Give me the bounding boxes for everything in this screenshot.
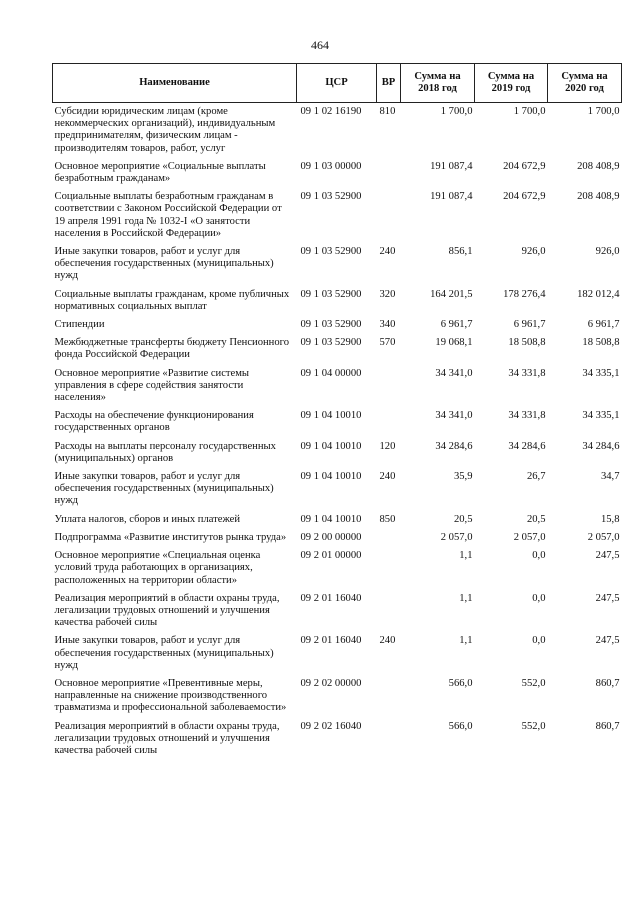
row-sum-2018: 35,9: [453, 471, 473, 483]
row-name: Иные закупки товаров, работ и услуг для обеспечения государственных (муниципальных) нужд: [54, 471, 274, 507]
row-sum-2018: 6 961,7: [440, 319, 473, 331]
row-sum-2020: 247,5: [595, 635, 620, 647]
row-vr: 340: [379, 319, 396, 331]
table-row: [53, 243, 622, 286]
row-csr: 09 2 02 00000: [300, 677, 362, 689]
row-csr: 09 1 04 10010: [300, 513, 362, 525]
row-sum-2019: 204 672,9: [503, 191, 546, 203]
table-row: [53, 675, 622, 718]
row-sum-2019: 34 331,8: [508, 367, 546, 379]
row-vr: [377, 188, 401, 243]
row-vr: [377, 529, 401, 547]
row-name: Основное мероприятие «Специальная оценка условий труда работающих в организациях, расположенных на территории области»: [54, 550, 261, 586]
row-sum-2019: 20,5: [526, 513, 546, 525]
row-vr: 570: [379, 337, 396, 349]
row-sum-2019: 926,0: [521, 246, 546, 258]
row-vr: [377, 407, 401, 437]
row-csr: 09 1 04 10010: [300, 471, 362, 483]
row-vr: [377, 158, 401, 188]
row-sum-2020: 208 408,9: [577, 191, 620, 203]
row-sum-2020: 18 508,8: [582, 337, 620, 349]
row-name: Межбюджетные трансферты бюджету Пенсионного фонда Российской Федерации: [54, 337, 290, 361]
row-vr: 240: [379, 635, 396, 647]
row-sum-2019: 2 057,0: [513, 531, 546, 543]
table-row: [53, 103, 622, 158]
row-sum-2019: 34 331,8: [508, 410, 546, 422]
row-sum-2020: 247,5: [595, 550, 620, 562]
row-sum-2018: 1 700,0: [440, 106, 473, 117]
table-row: [53, 529, 622, 547]
row-vr: 850: [379, 513, 396, 525]
row-sum-2018: 856,1: [448, 246, 473, 258]
row-name: Расходы на выплаты персоналу государственных (муниципальных) органов: [54, 440, 276, 464]
row-name: Реализация мероприятий в области охраны труда, легализации трудовых отношений и улучшения качества рабочей силы: [54, 720, 280, 756]
row-sum-2020: 15,8: [600, 513, 620, 525]
row-sum-2018: 1,1: [459, 635, 473, 647]
table-row: [53, 365, 622, 408]
row-vr: 320: [379, 288, 396, 300]
table-row: [53, 286, 622, 316]
row-sum-2019: 552,0: [521, 677, 546, 689]
table-row: [53, 590, 622, 633]
row-name: Расходы на обеспечение функционирования государственных органов: [54, 410, 254, 434]
table-row: [53, 334, 622, 364]
row-sum-2018: 34 341,0: [435, 367, 473, 379]
row-sum-2019: 1 700,0: [513, 106, 546, 117]
row-name: Социальные выплаты безработным гражданам в соответствии с Законом Российской Федерации от 19 апреля 1991 года № 1032-I «О занятости населения в Российской Федерации»: [54, 191, 282, 239]
row-name: Основное мероприятие «Социальные выплаты безработным гражданам»: [54, 160, 266, 185]
table-row: [53, 407, 622, 437]
row-sum-2020: 34 335,1: [582, 410, 620, 422]
row-sum-2019: 204 672,9: [503, 160, 546, 172]
row-sum-2020: 208 408,9: [577, 160, 620, 172]
row-vr: 240: [379, 246, 396, 258]
header-vr: ВР: [377, 64, 401, 103]
row-csr: 09 1 03 52900: [300, 319, 362, 331]
row-csr: 09 1 03 52900: [300, 288, 362, 300]
row-name: Основное мероприятие «Превентивные меры, направленные на снижение производственного травматизма и профессиональной заболеваемости»: [54, 677, 287, 714]
row-csr: 09 1 04 10010: [300, 440, 362, 452]
row-sum-2019: 0,0: [532, 550, 546, 562]
row-csr: 09 2 01 16040: [300, 592, 362, 604]
row-name: Реализация мероприятий в области охраны труда, легализации трудовых отношений и улучшения качества рабочей силы: [54, 592, 280, 629]
table-row: [53, 468, 622, 511]
row-sum-2019: 0,0: [532, 592, 546, 604]
row-name: Стипендии: [54, 319, 105, 331]
row-csr: 09 1 03 52900: [300, 191, 362, 203]
row-sum-2018: 566,0: [448, 677, 473, 689]
row-vr: [377, 675, 401, 718]
row-sum-2019: 178 276,4: [503, 288, 546, 300]
row-sum-2019: 18 508,8: [508, 337, 546, 349]
row-sum-2020: 926,0: [595, 246, 620, 258]
page-number: 464: [311, 38, 329, 52]
header-sum-2020: Сумма на 2020 год: [548, 64, 622, 103]
header-sum-2018: Сумма на 2018 год: [401, 64, 475, 103]
row-name: Уплата налогов, сборов и иных платежей: [54, 513, 241, 525]
row-vr: [377, 590, 401, 633]
row-sum-2020: 2 057,0: [587, 531, 620, 543]
row-sum-2018: 191 087,4: [430, 191, 473, 203]
row-sum-2020: 247,5: [595, 592, 620, 604]
row-csr: 09 1 03 52900: [300, 246, 362, 258]
table-row: [53, 632, 622, 675]
row-sum-2019: 26,7: [526, 471, 546, 483]
row-sum-2018: 566,0: [448, 720, 473, 732]
row-sum-2020: 860,7: [595, 720, 620, 732]
row-sum-2020: 860,7: [595, 677, 620, 689]
row-sum-2018: 34 284,6: [435, 440, 473, 452]
row-sum-2019: 0,0: [532, 635, 546, 647]
row-sum-2018: 1,1: [459, 592, 473, 604]
row-name: Иные закупки товаров, работ и услуг для обеспечения государственных (муниципальных) нужд: [54, 635, 274, 671]
row-vr: [377, 547, 401, 590]
row-name: Иные закупки товаров, работ и услуг для обеспечения государственных (муниципальных) нужд: [54, 246, 274, 282]
table-row: [53, 547, 622, 590]
row-sum-2018: 164 201,5: [430, 288, 473, 300]
row-csr: 09 2 00 00000: [300, 531, 362, 543]
row-csr: 09 1 04 00000: [300, 367, 362, 379]
row-sum-2018: 19 068,1: [435, 337, 473, 349]
row-csr: 09 1 03 52900: [300, 337, 362, 349]
row-name: Подпрограмма «Развитие институтов рынка труда»: [54, 531, 287, 543]
row-sum-2018: 1,1: [459, 550, 473, 562]
row-csr: 09 2 01 00000: [300, 550, 362, 562]
row-sum-2018: 34 341,0: [435, 410, 473, 422]
row-name: Социальные выплаты гражданам, кроме публичных нормативных социальных выплат: [54, 288, 290, 312]
row-sum-2020: 6 961,7: [587, 319, 620, 331]
budget-table: [52, 63, 622, 760]
row-csr: 09 2 02 16040: [300, 720, 362, 732]
row-vr: 120: [379, 440, 396, 452]
table-row: [53, 158, 622, 188]
row-sum-2020: 1 700,0: [587, 106, 620, 117]
row-sum-2020: 182 012,4: [577, 288, 620, 300]
row-vr: [377, 718, 401, 761]
row-vr: 240: [379, 471, 396, 483]
row-vr: 810: [379, 106, 396, 117]
row-vr: [377, 365, 401, 408]
table-header-row: [53, 64, 622, 103]
table-row: [53, 511, 622, 529]
row-csr: 09 2 01 16040: [300, 635, 362, 647]
row-sum-2019: 34 284,6: [508, 440, 546, 452]
row-sum-2020: 34 335,1: [582, 367, 620, 379]
row-name: Основное мероприятие «Развитие системы управления в сфере содействия занятости населения»: [54, 367, 250, 404]
row-sum-2018: 191 087,4: [430, 160, 473, 172]
table-row: [53, 718, 622, 761]
row-csr: 09 1 04 10010: [300, 410, 362, 422]
table-row: [53, 438, 622, 468]
row-sum-2019: 552,0: [521, 720, 546, 732]
header-sum-2019: Сумма на 2019 год: [475, 64, 548, 103]
row-sum-2020: 34,7: [600, 471, 620, 483]
table-row: [53, 188, 622, 243]
row-name: Субсидии юридическим лицам (кроме некоммерческих организаций), индивидуальным предпринимателям, физическим лицам - производителям товаров, работ, услуг: [54, 106, 276, 154]
header-csr: ЦСР: [297, 64, 377, 103]
row-sum-2018: 20,5: [453, 513, 473, 525]
row-csr: 09 1 03 00000: [300, 160, 362, 172]
row-csr: 09 1 02 16190: [300, 106, 362, 117]
row-sum-2018: 2 057,0: [440, 531, 473, 543]
header-name: Наименование: [53, 64, 297, 103]
row-sum-2020: 34 284,6: [582, 440, 620, 452]
row-sum-2019: 6 961,7: [513, 319, 546, 331]
table-row: [53, 316, 622, 334]
